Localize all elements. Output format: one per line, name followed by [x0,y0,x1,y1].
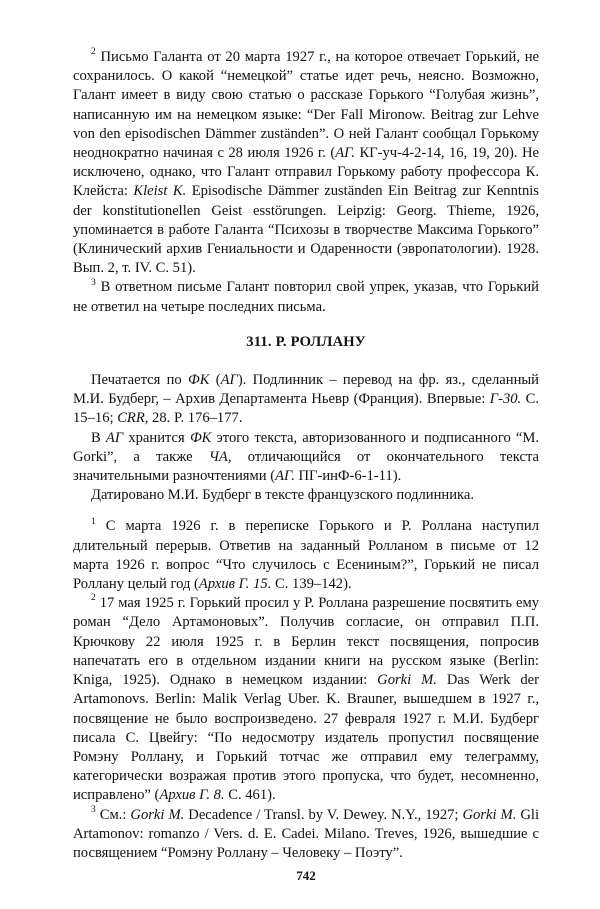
footnotes-previous-letter [73,48,539,317]
italic-reference: CRR, [117,410,149,427]
text-segment: Печатается по [91,372,189,389]
italic-reference: АГ [105,429,124,446]
text-segment: С. 461). [224,787,276,804]
section-title: 311. Р. РОЛЛАНУ [246,333,366,350]
source-note [73,429,539,487]
italic-reference: АГ. [275,468,295,485]
source-notes [73,371,539,505]
italic-reference: ФК [188,372,210,389]
footnote [73,806,539,864]
text-segment: ПГ-инФ-6-1-11). [294,468,402,485]
text-segment: Decadence / Transl. by V. Dewey. N.Y., 1927; [184,806,463,823]
italic-reference: ФК [189,429,212,446]
italic-reference: Gorki M. [377,672,437,689]
text-segment: ( [209,372,221,389]
text-segment: С. 15–16; [73,391,539,427]
footnote-number: 2 [91,47,96,58]
text-segment: В ответном письме Галант повторил свой упрек, указав, что Горький не ответил на четыре последних письма. [73,279,539,315]
italic-reference: Gorki M. [462,806,517,823]
footnote-number: 3 [91,804,96,815]
text-segment: С марта 1926 г. в переписке Горького и Р. Роллана наступил длительный перерыв. Ответив на заданный Ролланом в письме от 12 марта 1926 г. вопрос “Что случилось с Есениным?”, Горький не писал Роллану целый год ( [73,518,539,593]
italic-reference: ЧА, [208,448,232,465]
footnotes-rolland-letter [73,517,539,863]
text-segment: этого текста, авторизованного и подписанного “M. Gorki”, а также [73,429,540,465]
footnote [73,517,539,594]
document-page [73,48,539,888]
text-segment: Gli Artamonov: romanzo / Vers. d. E. Cadei. Milano. Treves, 1926, вышедшие с посвящением “Ромэну Роллану – Человеку – Поэту”. [73,806,540,861]
italic-reference: Gorki M. [130,806,185,823]
italic-reference: Г-30. [489,391,522,408]
text-segment: Episodische Dämmer zuständen Ein Beitrag zur Kenntnis der konstitutionellen Geist esstörungen. Leipzig: Georg. Thieme, 1926, упоминается в работе Галанта “Психозы в творчестве Максима Горького” (Клинический архив Гениальности и Одаренности (эвропатологии). 1928. Вып. 2, т. IV. С. 51). [73,183,539,277]
source-note [73,486,539,505]
text-segment: С. 139–142). [271,576,352,593]
footnote-number: 1 [91,516,96,527]
footnote [73,278,539,316]
footnote-number: 2 [91,593,96,604]
italic-reference: АГ. [335,145,355,162]
footnote [73,594,539,805]
text-segment: КГ-уч-4-2-14, 16, 19, 20). Не исключено, однако, что Галант отправил Горькому работу профессора К. Клейста: [73,145,539,200]
italic-reference: Архив Г. 8. [159,787,225,804]
footnote [73,48,539,278]
text-segment: Письмо Галанта от 20 марта 1927 г., на которое отвечает Горький, не сохранилось. О какой “немецкой” статье идет речь, неясно. Возможно, Галант имеет в виду свою статью о рассказе Горького “Голубая жизнь”, написанную им на немецком языке: “Der Fall Mironow. Beitrag zur Lehve von den episodischen Dämmer zuständen”. О ней Галант сообщал Горькому неоднократно начиная с 28 июля 1926 г. ( [73,49,539,162]
text-segment: ). Подлинник – перевод на фр. яз., сделанный М.И. Будберг, – Архив Департамента Ньевр (Франция). Впервые: [73,372,539,408]
text-segment: хранится [123,429,190,446]
source-note [73,371,539,429]
text-segment: В [91,429,106,446]
text-segment: См.: [99,806,131,823]
italic-reference: Архив Г. 15. [198,576,272,593]
page-number: 742 [296,868,316,883]
footnote-number: 3 [91,277,96,288]
italic-reference: Kleist K. [133,183,187,200]
text-segment: Das Werk der Artamonovs. Berlin: Malik Verlag Uber. K. Brauner, вышедшем в 1927 г., посвящение не было воспроизведено. 27 февраля 1927 г. М.И. Будберг писала С. Цвейгу: “По недосмотру издатель пропустил посвящение Ромэну Роллану, и Горький тотчас же отправил ему телеграмму, категорически возражая против этого пропуска, что будет, несомненно, исправлено” ( [73,672,539,804]
spacer [73,505,539,517]
text-segment: отличающийся от окончательного текста значительными разночтениями ( [73,448,539,485]
text-segment: Датировано М.И. Будберг в тексте французского подлинника. [91,487,475,504]
italic-reference: АГ [220,372,238,389]
text-segment: 17 мая 1925 г. Горький просил у Р. Роллана разрешение посвятить ему роман “Дело Артамоновых”. Получив согласие, он отправил П.П. Крючкову 22 июля 1925 г. в Берлин текст посвящения, попросив напечатать его в отдельном издании книги на русском языке (Berlin: Kniga, 1925). Однако в немецком издании: [73,595,539,689]
text-segment: 28. P. 176–177. [148,410,243,427]
